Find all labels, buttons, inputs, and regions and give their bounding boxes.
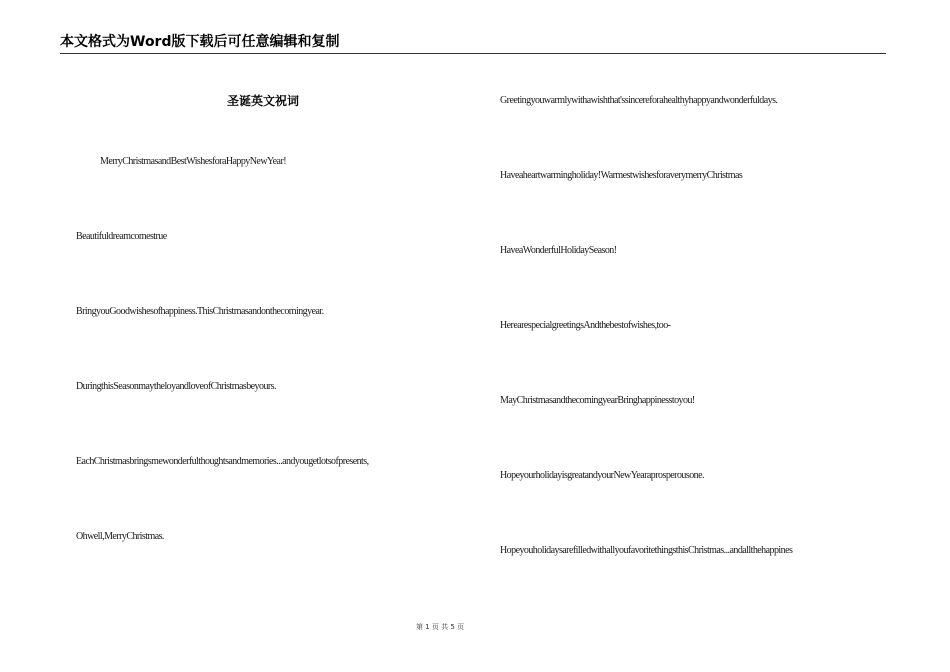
page-header-text: 本文格式为Word版下载后可任意编辑和复制 [60, 34, 340, 50]
right-line-1: Greetingyouwarmlywithawishthat'ssincereforahealthyhappyandwonderfuldays. [500, 95, 778, 106]
page-header [60, 33, 886, 54]
right-line-6: HopeyourholidayisgreatandyourNewYearaprosperousone. [500, 470, 704, 481]
left-line-3: BringyouGoodwishesofhappiness.ThisChristmasandonthecomingyear. [76, 306, 324, 317]
page-number-footer: 第 1 页 共 5 页 [415, 623, 465, 631]
left-line-5: EachChristmasbringsmewonderfulthoughtsandmemories...andyougetlotsofpresents, [76, 456, 369, 467]
left-line-6: Ohwell,MerryChristmas. [76, 531, 164, 542]
left-line-4: DuringthisSeasonmaytheloyandloveofChristmasbeyours. [76, 381, 276, 392]
right-line-5: MayChristmasandthecomingyearBringhappinesstoyou! [500, 395, 695, 406]
right-line-4: HerearespecialgreetingsAndthebestofwishes,too- [500, 320, 671, 331]
right-line-7: HopeyouholidaysarefilledwithallyoufavoritethingsthisChristmas...andallthehappines [500, 545, 793, 556]
right-line-3: HaveaWonderfulHolidaySeason! [500, 245, 617, 256]
right-line-2: Haveaheartwarmingholiday!WarmestwishesforaverymerryChristmas [500, 170, 743, 181]
left-line-1: MerryChristmasandBestWishesforaHappyNewYear! [100, 156, 287, 167]
document-title: 圣诞英文祝词 [226, 94, 299, 108]
left-line-2: Beautifuldreamcomestrue [76, 231, 167, 242]
